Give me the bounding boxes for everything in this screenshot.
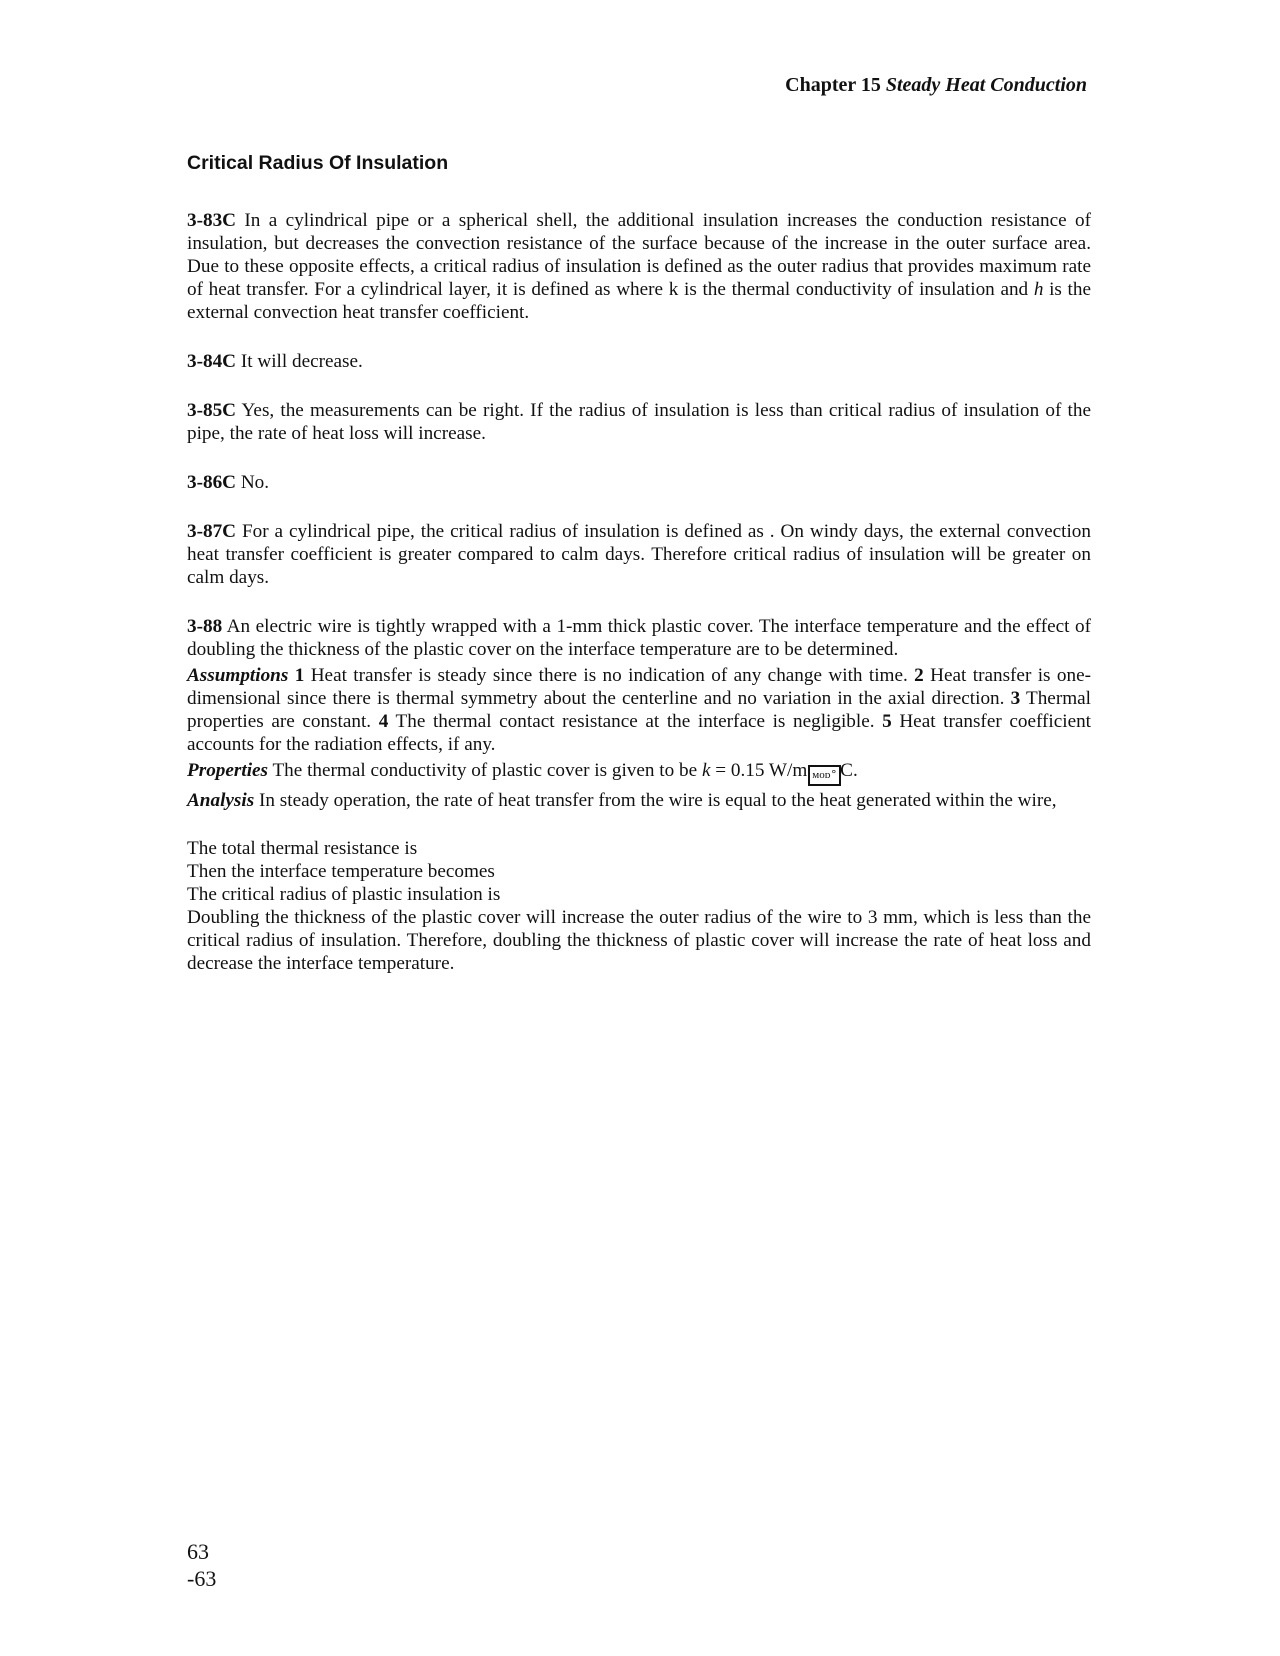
symbol-h: h	[1033, 279, 1044, 300]
problem-text: Yes, the measurements can be right. If the radius of insulation is less than critical radius of insulation of the pipe, the rate of heat loss will increase.	[187, 400, 1091, 444]
problem-text: No.	[236, 472, 270, 493]
assumption-number: 1	[294, 665, 305, 686]
assumptions-label: Assumptions	[187, 665, 289, 686]
problem-paragraph	[187, 209, 1091, 324]
unit-glyph-box: ᴍᴏᴅ°	[808, 765, 841, 786]
problem-3-87c	[187, 520, 1091, 589]
problem-text: It will decrease.	[236, 351, 363, 372]
assumption-text: Heat transfer coefficient accounts for the radiation effects, if any.	[187, 711, 1092, 755]
properties-label: Properties	[187, 760, 269, 781]
assumption-number: 5	[882, 711, 892, 732]
analysis-paragraph	[187, 789, 1091, 812]
problem-paragraph	[187, 471, 1091, 494]
problem-paragraph	[187, 350, 1091, 373]
problem-id: 3-83C	[187, 210, 237, 231]
running-header	[785, 74, 1087, 97]
analysis-text: In steady operation, the rate of heat transfer from the wire is equal to the heat generated within the wire,	[254, 790, 1057, 811]
chapter-label: Chapter 15	[785, 74, 881, 96]
symbol-k: k	[701, 760, 711, 781]
page-number	[187, 1538, 216, 1592]
assumption-text: The thermal contact resistance at the interface is negligible.	[388, 711, 883, 732]
interface-line: Then the interface temperature becomes	[187, 861, 495, 882]
assumption-text: Heat transfer is one-dimensional since there is thermal symmetry about the centerline and no variation in the axial direction.	[187, 665, 1091, 709]
conclusion-paragraph: Doubling the thickness of the plastic cover will increase the outer radius of the wire to 3 mm, which is less than the critical radius of insulation. Therefore, doubling the thickness of plastic cover will increase the rate of heat loss and decrease the interface temperature.	[187, 907, 1091, 974]
problem-paragraph	[187, 399, 1091, 445]
unit-tail: C.	[840, 760, 858, 781]
problem-id: 3-86C	[187, 472, 237, 493]
chapter-subtitle: Steady Heat Conduction	[885, 74, 1087, 96]
page-number-value: 63	[187, 1539, 209, 1564]
problem-3-84c	[187, 350, 1091, 373]
problem-id: 3-84C	[187, 351, 237, 372]
problem-id: 3-85C	[187, 400, 237, 421]
problem-3-85c	[187, 399, 1091, 445]
problem-id: 3-88	[187, 616, 223, 637]
resistance-line: The total thermal resistance is	[187, 838, 418, 859]
problem-text: For a cylindrical pipe, the critical radius of insulation is defined as . On windy days, the external convection heat transfer coefficient is greater compared to calm days. Therefore critical radius of insulation will be greater on calm days.	[187, 521, 1091, 588]
page-content	[187, 152, 1091, 1001]
section-title: Critical Radius Of Insulation	[187, 152, 449, 174]
assumption-text: Thermal properties are constant.	[187, 688, 1091, 732]
problem-paragraph	[187, 520, 1091, 589]
problem-3-83c	[187, 209, 1091, 324]
page-number-negative: -63	[187, 1566, 217, 1591]
properties-paragraph	[187, 759, 1091, 786]
analysis-label: Analysis	[187, 790, 255, 811]
critical-radius-line: The critical radius of plastic insulation is	[187, 884, 501, 905]
problem-text-end: is the external convection heat transfer coefficient.	[187, 279, 1091, 323]
problem-id: 3-87C	[187, 521, 237, 542]
assumption-text: Heat transfer is steady since there is no indication of any change with time.	[304, 665, 915, 686]
problem-3-88	[187, 615, 1091, 975]
problem-3-86c	[187, 471, 1091, 494]
problem-text: An electric wire is tightly wrapped with a 1-mm thick plastic cover. The interface temperature and the effect of doubling the thickness of the plastic cover on the interface temperature are to be determined.	[187, 616, 1091, 660]
assumptions-paragraph	[187, 664, 1091, 756]
k-value: = 0.15 W/m	[710, 760, 808, 781]
assumption-number: 2	[914, 665, 924, 686]
problem-statement	[187, 615, 1091, 661]
assumption-number: 3	[1010, 688, 1021, 709]
assumption-number: 4	[378, 711, 389, 732]
properties-text: The thermal conductivity of plastic cover is given to be	[268, 760, 702, 781]
problem-text: In a cylindrical pipe or a spherical shell, the additional insulation increases the conduction resistance of insulation, but decreases the convection resistance of the surface because of the increase in the outer surface area. Due to these opposite effects, a critical radius of insulation is defined as the outer radius that provides maximum rate of heat transfer. For a cylindrical layer, it is defined as where k is the thermal conductivity of insulation and	[187, 210, 1091, 300]
